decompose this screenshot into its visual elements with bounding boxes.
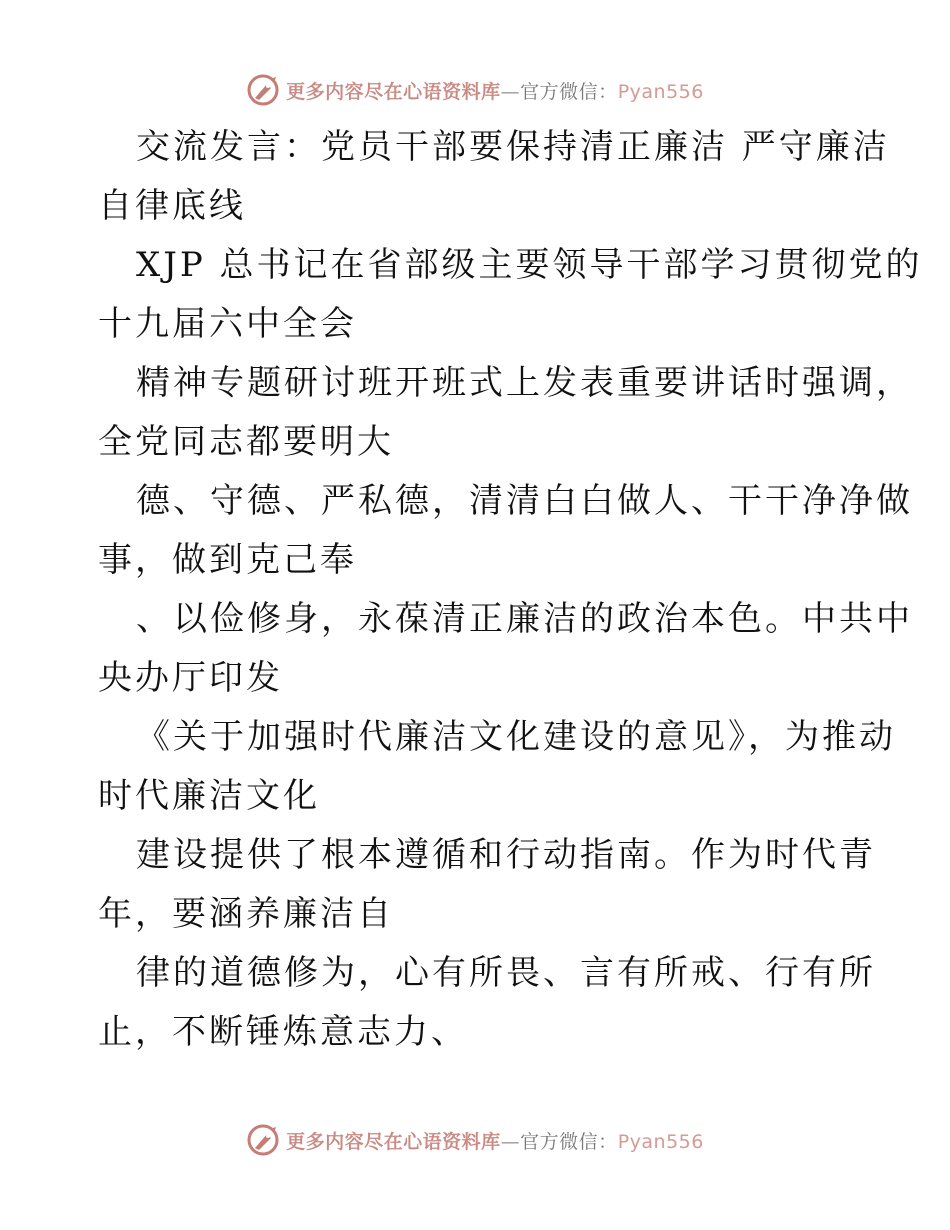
header-watermark-text	[286, 77, 704, 104]
watermark-wechat-label: 官方微信：	[520, 80, 618, 103]
body-line: 全党同志都要明大	[98, 422, 394, 462]
watermark-wechat-id: Pyan556	[617, 80, 704, 103]
header-watermark	[0, 70, 950, 110]
watermark-separator: —	[500, 1130, 521, 1153]
body-line: 精神专题研讨班开班式上发表重要讲话时强调，	[136, 363, 913, 403]
body-line: 央办厅印发	[98, 658, 283, 698]
pen-nib-logo-icon	[246, 1123, 280, 1157]
body-line: 事，做到克己奉	[98, 540, 357, 580]
watermark-wechat-id: Pyan556	[617, 1130, 704, 1153]
body-line: 止，不断锤炼意志力、	[98, 1012, 468, 1052]
body-line: 交流发言：党员干部要保持清正廉洁 严守廉洁	[136, 127, 890, 167]
document-body	[98, 118, 923, 1062]
body-line: 时代廉洁文化	[98, 776, 320, 816]
body-line: 德、守德、严私德，清清白白做人、干干净净做	[136, 481, 913, 521]
footer-watermark	[0, 1120, 950, 1160]
body-line: 建设提供了根本遵循和行动指南。作为时代青	[136, 835, 876, 875]
watermark-site: 更多内容尽在心语资料库	[286, 1130, 501, 1153]
body-line: 十九届六中全会	[98, 304, 357, 344]
body-line: 律的道德修为，心有所畏、言有所戒、行有所	[136, 953, 876, 993]
watermark-site: 更多内容尽在心语资料库	[286, 80, 501, 103]
body-line: 《关于加强时代廉洁文化建设的意见》，为推动	[136, 717, 896, 757]
header-watermark-inner	[246, 73, 704, 107]
body-line: 自律底线	[98, 186, 246, 226]
body-line: 、以俭修身，永葆清正廉洁的政治本色。中共中	[136, 599, 913, 639]
watermark-wechat-label: 官方微信：	[520, 1130, 618, 1153]
pen-nib-logo-icon	[246, 73, 280, 107]
footer-watermark-text	[286, 1127, 704, 1154]
body-line: XJP 总书记在省部级主要领导干部学习贯彻党的	[136, 245, 923, 285]
body-line: 年，要涵养廉洁自	[98, 894, 394, 934]
watermark-separator: —	[500, 80, 521, 103]
footer-watermark-inner	[246, 1123, 704, 1157]
